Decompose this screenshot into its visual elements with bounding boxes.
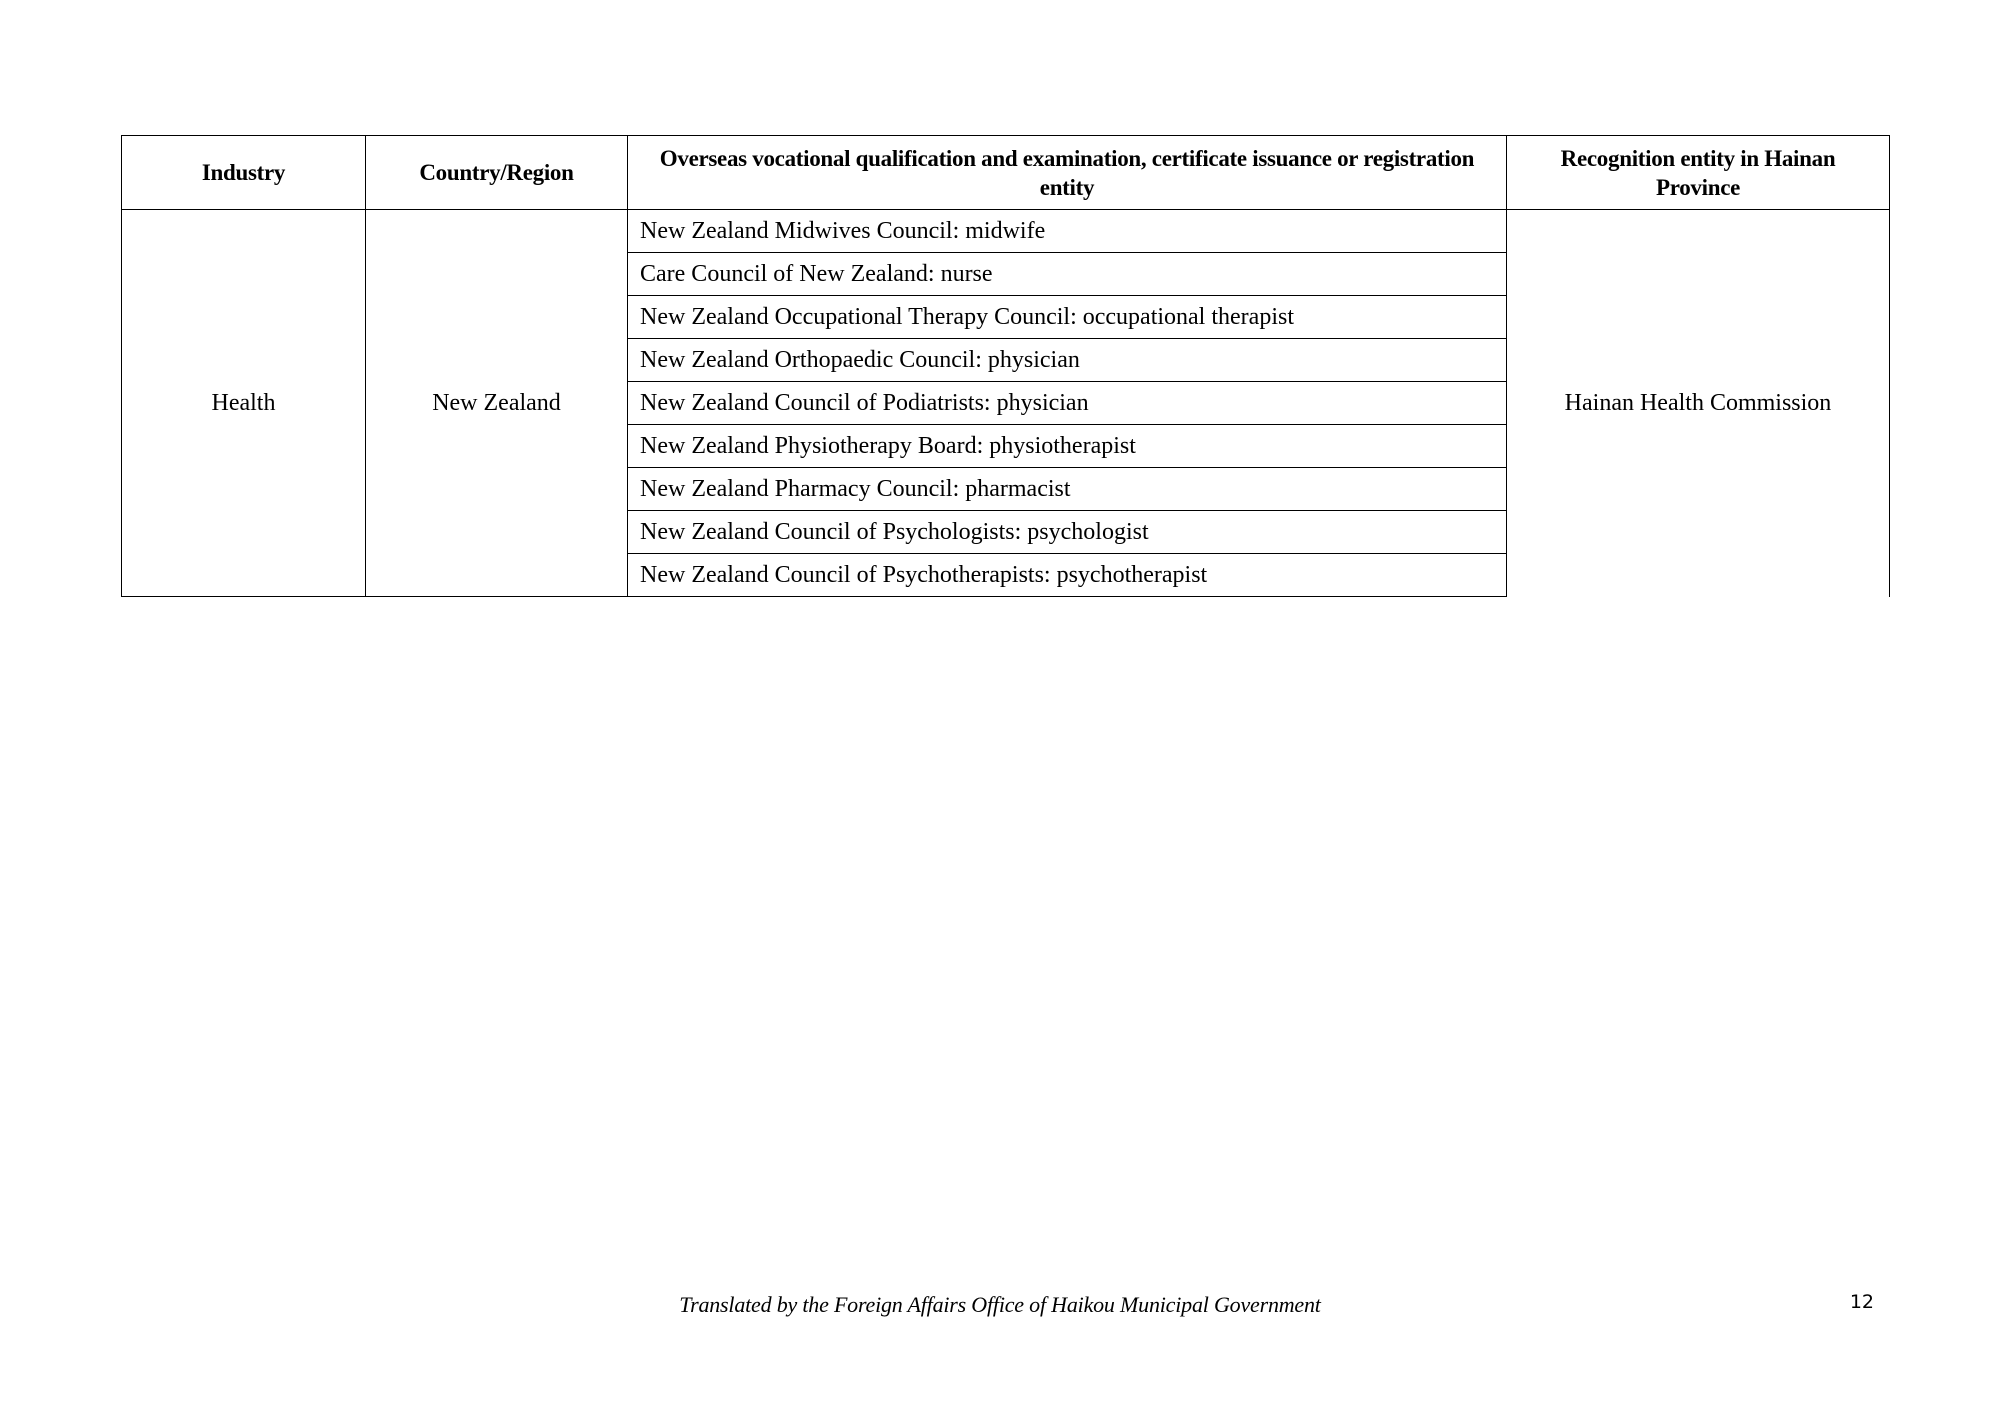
- header-recognition-entity: Recognition entity in Hainan Province: [1507, 136, 1890, 210]
- entity-cell: New Zealand Council of Podiatrists: physician: [628, 382, 1507, 425]
- translation-credit: Translated by the Foreign Affairs Office of Haikou Municipal Government: [679, 1292, 1321, 1317]
- entity-cell: New Zealand Council of Psychotherapists: psychotherapist: [628, 554, 1507, 597]
- table-row: [122, 210, 1890, 253]
- country-cell: New Zealand: [366, 210, 628, 597]
- header-country-region: Country/Region: [366, 136, 628, 210]
- entity-cell: New Zealand Midwives Council: midwife: [628, 210, 1507, 253]
- entity-cell: Care Council of New Zealand: nurse: [628, 253, 1507, 296]
- table-header-row: [122, 136, 1890, 210]
- header-overseas-entity: Overseas vocational qualification and examination, certificate issuance or registration entity: [628, 136, 1507, 210]
- entity-cell: New Zealand Physiotherapy Board: physiotherapist: [628, 425, 1507, 468]
- recognition-cell: Hainan Health Commission: [1507, 210, 1890, 597]
- entity-cell: New Zealand Council of Psychologists: psychologist: [628, 511, 1507, 554]
- industry-cell: Health: [122, 210, 366, 597]
- header-industry: Industry: [122, 136, 366, 210]
- qualification-table: [121, 135, 1890, 597]
- page-number: 12: [1849, 1291, 1874, 1313]
- entity-cell: New Zealand Orthopaedic Council: physician: [628, 339, 1507, 382]
- entity-cell: New Zealand Occupational Therapy Council: occupational therapist: [628, 296, 1507, 339]
- entity-cell: New Zealand Pharmacy Council: pharmacist: [628, 468, 1507, 511]
